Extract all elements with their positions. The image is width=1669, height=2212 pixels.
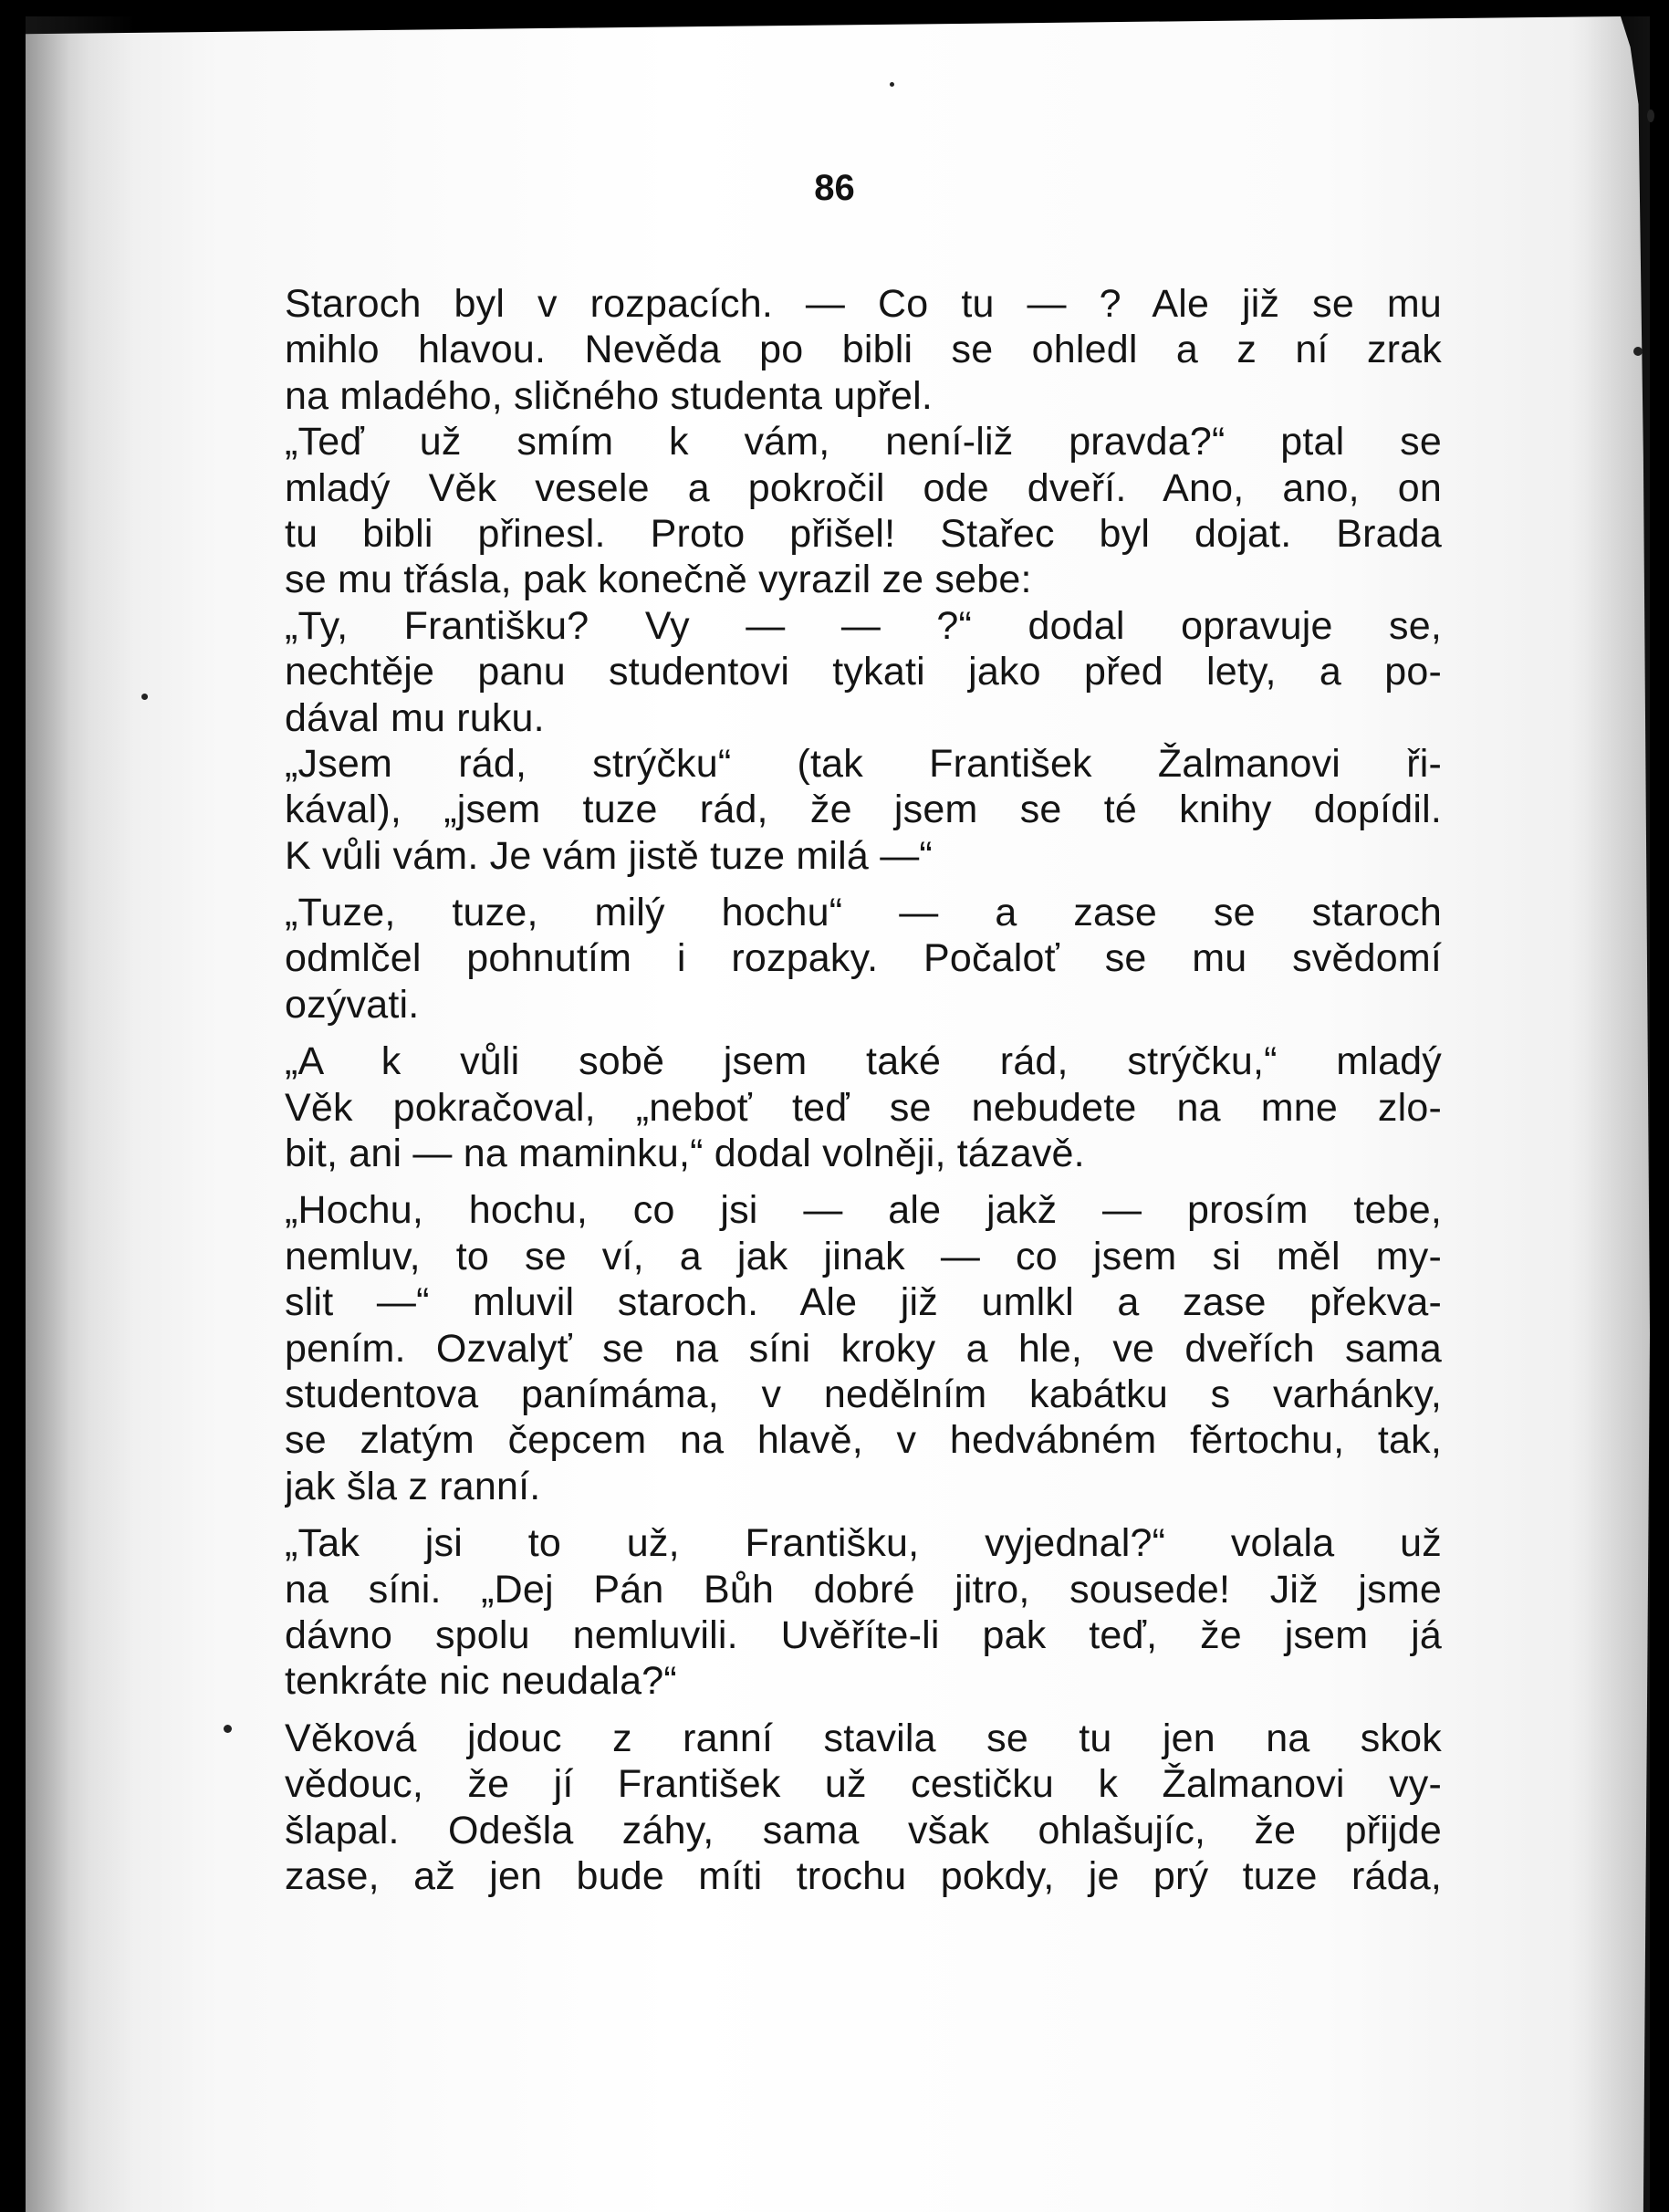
- paper-speck: [1647, 110, 1654, 122]
- text-line: „Hochu, hochu, co jsi — ale jakž — prosím tebe,: [285, 1188, 1442, 1233]
- text-line: Věková jdouc z ranní stavila se tu jen na skok: [285, 1716, 1442, 1760]
- text-line: nemluv, to se ví, a jak jinak — co jsem si měl my-: [285, 1234, 1442, 1278]
- page-number: 86: [814, 168, 855, 208]
- text-line: na síni. „Dej Pán Bůh dobré jitro, sousede! Již jsme: [285, 1567, 1442, 1612]
- page-gutter-shadow: [26, 16, 135, 2212]
- paper-speck: [1633, 347, 1643, 356]
- page-edge-shadow: [1570, 16, 1650, 2212]
- text-line: zase, až jen bude míti trochu pokdy, je prý tuze ráda,: [285, 1853, 1442, 1898]
- text-line: se mu třásla, pak konečně vyrazil ze sebe:: [285, 558, 1032, 602]
- text-line: bit, ani — na maminku,“ dodal volněji, tázavě.: [285, 1132, 1085, 1176]
- page-body-text: [285, 281, 1442, 1899]
- text-line: mihlo hlavou. Nevěda po bibli se ohledl a z ní zrak: [285, 328, 1442, 372]
- text-line: vědouc, že jí František už cestičku k Žalmanovi vy-: [285, 1762, 1442, 1807]
- text-line: „Jsem rád, strýčku“ (tak František Žalmanovi ři-: [285, 741, 1442, 786]
- text-line: pením. Ozvalyť se na síni kroky a hle, ve dveřích sama: [285, 1326, 1442, 1371]
- text-line: „A k vůli sobě jsem také rád, strýčku,“ mladý: [285, 1039, 1442, 1084]
- text-line: tu bibli přinesl. Proto přišel! Stařec byl dojat. Brada: [285, 511, 1442, 556]
- text-line: Staroch byl v rozpacích. — Co tu — ? Ale již se mu: [285, 282, 1442, 326]
- text-line: se zlatým čepcem na hlavě, v hedvábném fěrtochu, tak,: [285, 1418, 1442, 1463]
- text-line: ozývati.: [285, 982, 420, 1027]
- paper-speck: [890, 82, 894, 87]
- text-line: studentova panímáma, v nedělním kabátku s varhánky,: [285, 1372, 1442, 1416]
- text-line: dával mu ruku.: [285, 695, 545, 740]
- text-line: slit —“ mluvil staroch. Ale již umlkl a zase překva-: [285, 1280, 1442, 1325]
- text-line: šlapal. Odešla záhy, sama však ohlašujíc, že přijde: [285, 1808, 1442, 1852]
- paper-speck: [141, 694, 148, 700]
- text-line: K vůli vám. Je vám jistě tuze milá —“: [285, 833, 933, 878]
- paper-speck: [224, 1725, 232, 1733]
- text-line: kával), „jsem tuze rád, že jsem se té knihy dopídil.: [285, 788, 1442, 832]
- text-line: „Teď už smím k vám, není-liž pravda?“ ptal se: [285, 420, 1442, 464]
- text-line: jak šla z ranní.: [285, 1464, 541, 1508]
- text-line: na mladého, sličného studenta upřel.: [285, 373, 934, 418]
- text-line: „Tak jsi to už, Františku, vyjednal?“ volala už: [285, 1521, 1442, 1566]
- text-line: dávno spolu nemluvili. Uvěříte-li pak teď, že jsem já: [285, 1612, 1442, 1657]
- text-line: nechtěje panu studentovi tykati jako před lety, a po-: [285, 650, 1442, 694]
- text-line: Věk pokračoval, „neboť teď se nebudete na mne zlo-: [285, 1085, 1442, 1130]
- text-line: tenkráte nic neudala?“: [285, 1659, 677, 1704]
- text-line: odmlčel pohnutím i rozpaky. Počaloť se mu svědomí: [285, 936, 1442, 981]
- text-line: mladý Věk vesele a pokročil ode dveří. Ano, ano, on: [285, 465, 1442, 510]
- text-line: „Ty, Františku? Vy — — ?“ dodal opravuje se,: [285, 603, 1442, 648]
- text-line: „Tuze, tuze, milý hochu“ — a zase se staroch: [285, 891, 1442, 935]
